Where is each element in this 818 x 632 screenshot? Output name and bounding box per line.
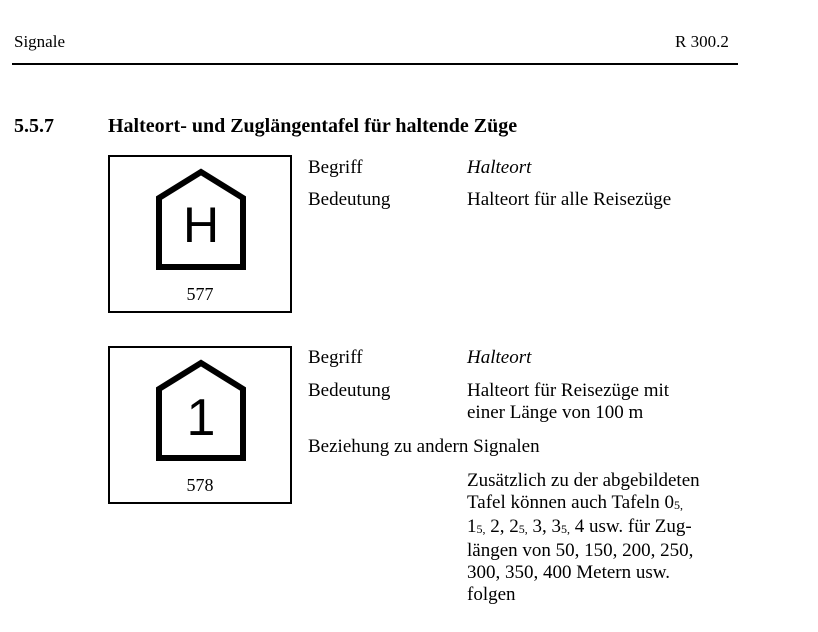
header-right: R 300.2 <box>675 32 729 51</box>
term-value-577: Halteort <box>467 157 532 178</box>
header-left: Signale <box>14 32 65 51</box>
term-label-577: Begriff <box>308 157 363 178</box>
relation-line: 300, 350, 400 Metern usw. <box>467 562 670 583</box>
relation-line: Tafel können auch Tafeln $0_{5,}$ <box>467 492 683 513</box>
meaning-line: Halteort für Reisezüge mit <box>467 380 670 401</box>
meaning-value-578 <box>467 380 669 424</box>
meaning-label-578: Bedeutung <box>308 380 391 401</box>
term-label-578: Begriff <box>308 347 363 368</box>
relation-line: folgen <box>467 584 516 605</box>
meaning-label-577: Bedeutung <box>308 189 391 210</box>
signal-577-symbol: H <box>182 197 220 253</box>
signal-577-number: 577 <box>186 284 214 304</box>
section-title: Halteort- und Zuglängentafel für haltende Züge <box>108 115 518 137</box>
relation-line: $1_{5,}$ 2, $2_{5,}$ 3, $3_{5,}$ 4 usw. für Zug- <box>467 516 692 537</box>
meaning-line: einer Länge von 100 m <box>467 402 644 423</box>
signal-578-plate <box>108 346 292 504</box>
relation-label-578: Beziehung zu andern Signalen <box>308 436 540 457</box>
signal-578-number: 578 <box>186 475 214 495</box>
house-h-icon <box>155 168 247 272</box>
header-rule <box>12 63 738 65</box>
term-value-578: Halteort <box>467 347 532 368</box>
house-1-icon <box>155 359 247 463</box>
section-number: 5.5.7 <box>14 115 54 137</box>
relation-line: längen von 50, 150, 200, 250, <box>467 540 694 561</box>
relation-text-578 <box>467 470 767 606</box>
signal-578-symbol: 1 <box>186 389 216 447</box>
signal-577-plate <box>108 155 292 313</box>
meaning-value-577: Halteort für alle Reisezüge <box>467 189 672 210</box>
relation-line: Zusätzlich zu der abgebildeten <box>467 470 700 491</box>
